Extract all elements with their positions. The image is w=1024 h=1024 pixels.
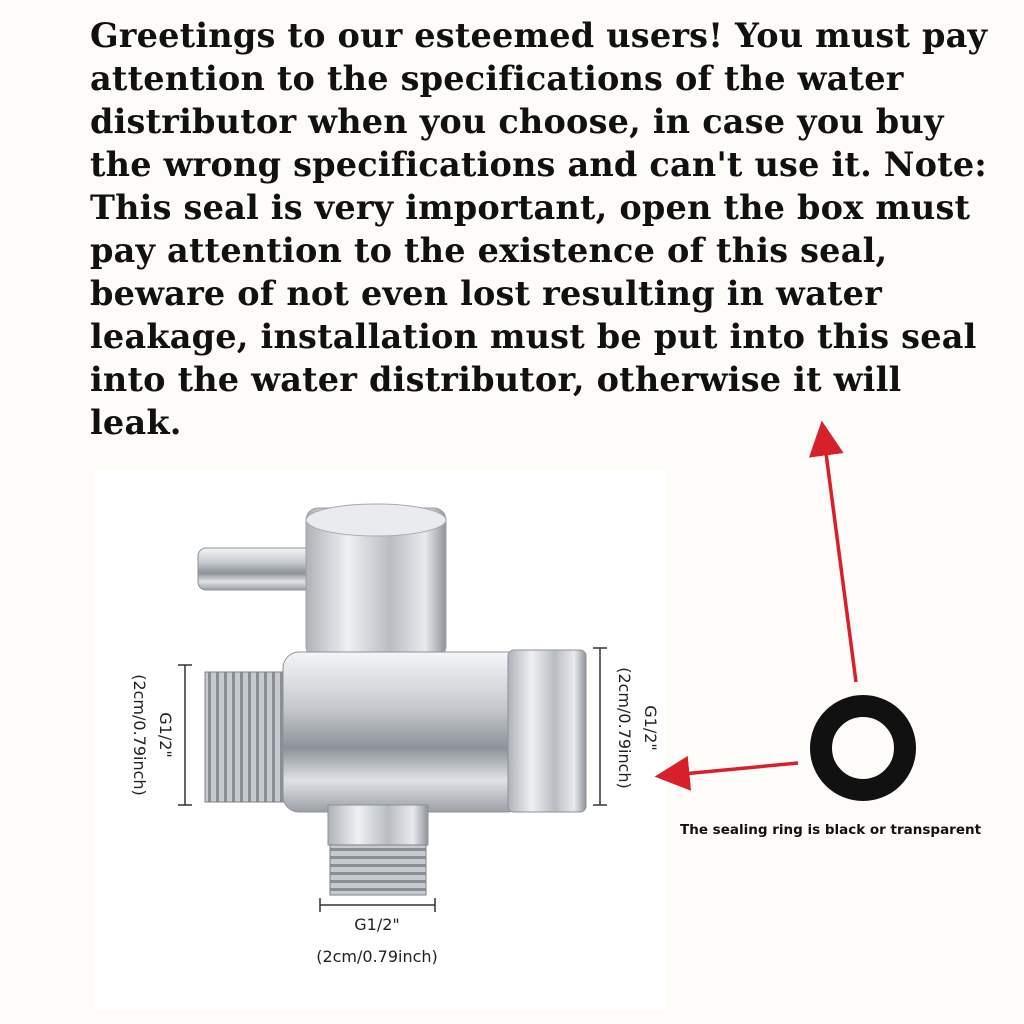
bottom-dim-size: (2cm/0.79inch) bbox=[316, 947, 438, 966]
sealing-ring-icon bbox=[821, 706, 905, 790]
left-dimension-line bbox=[178, 665, 192, 805]
right-dim-spec: G1/2" bbox=[641, 705, 660, 751]
valve-handle-lever bbox=[198, 548, 313, 590]
bottom-neck bbox=[328, 805, 428, 845]
valve-knob-top bbox=[306, 504, 446, 536]
seal-caption: The sealing ring is black or transparent bbox=[680, 822, 982, 838]
right-dimension-line bbox=[593, 648, 607, 805]
bottom-dimension-line bbox=[320, 898, 435, 912]
left-thread bbox=[205, 672, 285, 802]
notice-text: Greetings to our esteemed users! You must pay attention to the specifications of the water distributor when you choose, in case you buy the wrong specifications and can't use it. Note: This seal is very important, open the box must pay attention to the existence of this seal, beware of not even lost resulting in water leakage, installation must be put into this seal into the water distributor, otherwise it will leak. bbox=[90, 16, 988, 442]
arrow-up-icon bbox=[824, 438, 856, 682]
left-dim-size: (2cm/0.79inch) bbox=[130, 674, 149, 796]
right-dim-size: (2cm/0.79inch) bbox=[615, 667, 634, 789]
arrow-left-icon bbox=[672, 763, 798, 775]
valve-body bbox=[283, 652, 523, 812]
left-dim-spec: G1/2" bbox=[156, 712, 175, 758]
right-hex-nut bbox=[508, 650, 586, 812]
bottom-dim-spec: G1/2" bbox=[354, 915, 400, 934]
bottom-thread bbox=[330, 845, 426, 895]
